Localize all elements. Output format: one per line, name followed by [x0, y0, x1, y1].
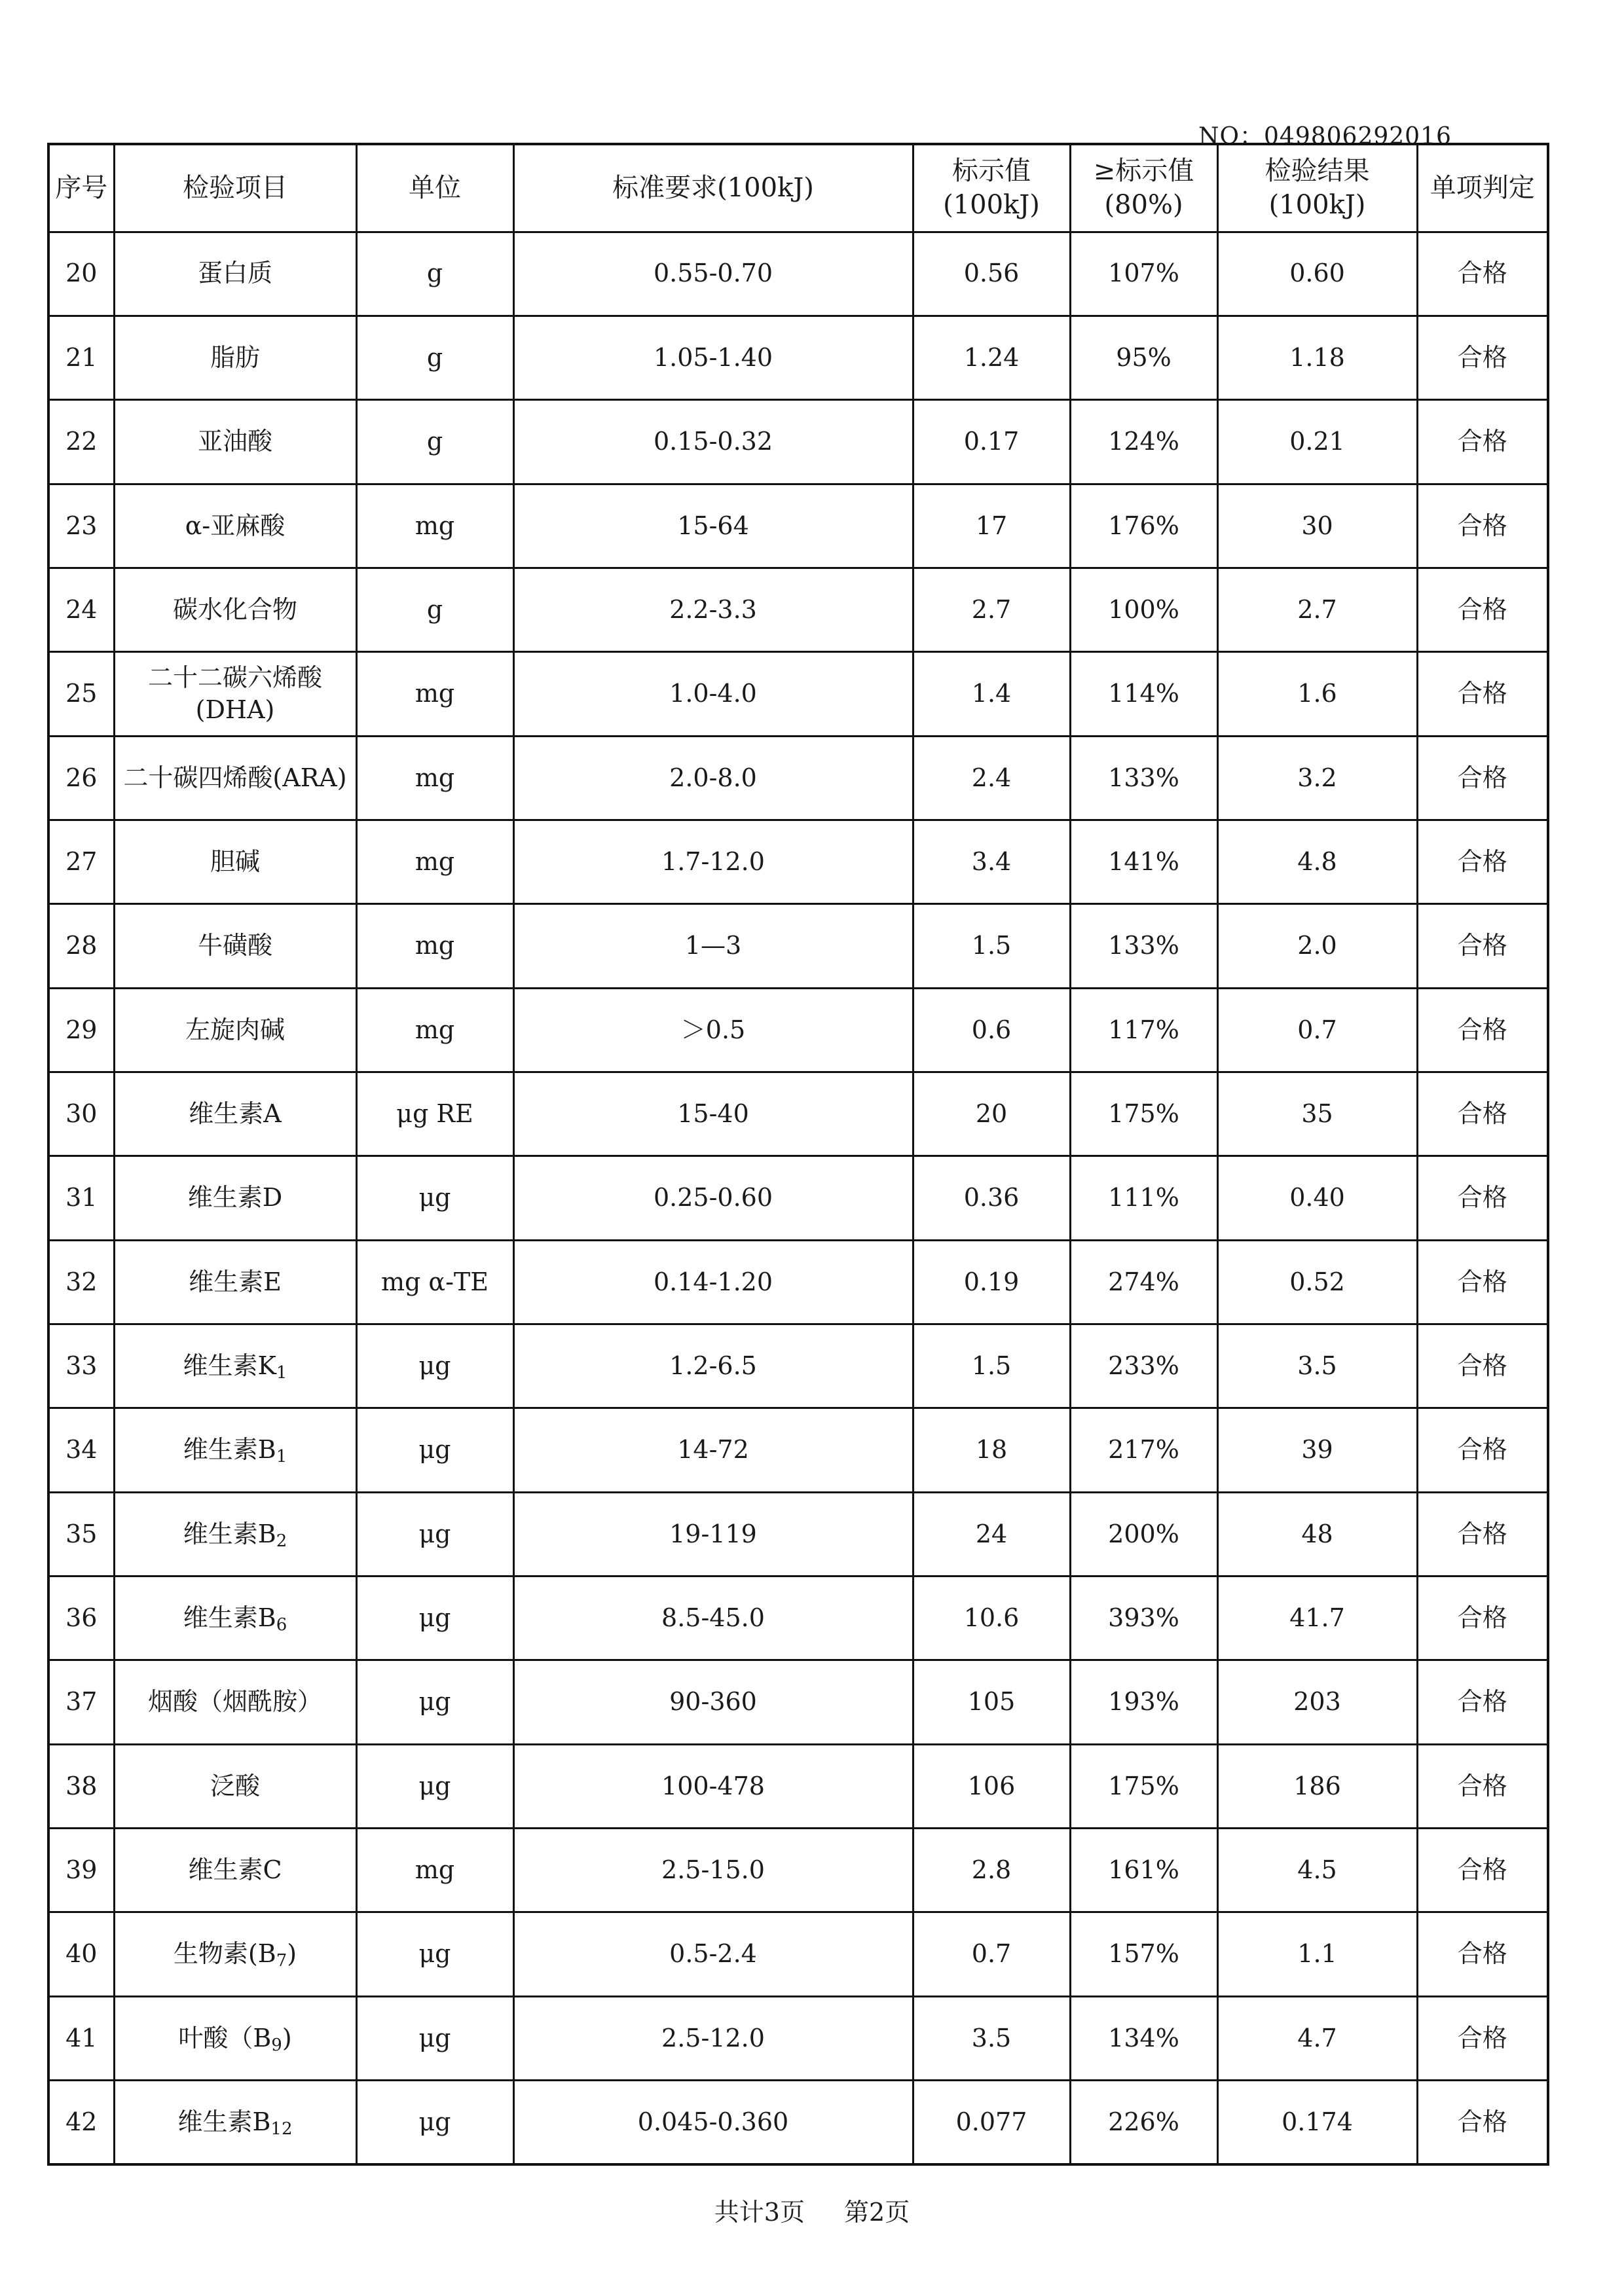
cell-percent: 175%: [1070, 1072, 1217, 1156]
cell-standard: 2.0-8.0: [513, 736, 913, 820]
cell-seq: 42: [48, 2081, 114, 2164]
cell-percent: 161%: [1070, 1829, 1217, 1912]
table-row: [48, 736, 1548, 820]
cell-seq: 29: [48, 988, 114, 1072]
item-name: 泛酸: [210, 1771, 260, 1800]
cell-standard: 0.14-1.20: [513, 1240, 913, 1324]
cell-seq: 33: [48, 1324, 114, 1408]
cell-seq: 24: [48, 568, 114, 651]
item-tail: ): [282, 2023, 292, 2052]
cell-labeled-value: 1.5: [913, 904, 1070, 988]
cell-unit: g: [356, 316, 513, 399]
cell-percent: 95%: [1070, 316, 1217, 399]
cell-verdict: 合格: [1417, 400, 1548, 484]
cell-percent: 141%: [1070, 820, 1217, 903]
cell-item: [114, 1156, 356, 1240]
item-name: 牛磺酸: [197, 931, 272, 960]
cell-item: [114, 1324, 356, 1408]
cell-percent: 274%: [1070, 1240, 1217, 1324]
cell-result: 0.21: [1217, 400, 1417, 484]
cell-item: [114, 1744, 356, 1828]
cell-item: [114, 316, 356, 399]
item-name: 维生素B: [183, 1519, 276, 1548]
cell-standard: ＞0.5: [513, 988, 913, 1072]
header-labeled-line1: 标示值: [952, 156, 1031, 187]
cell-result: 41.7: [1217, 1576, 1417, 1660]
table-row: [48, 904, 1548, 988]
cell-result: 186: [1217, 1744, 1417, 1828]
cell-result: 3.2: [1217, 736, 1417, 820]
cell-standard: 1—3: [513, 904, 913, 988]
cell-result: 1.18: [1217, 316, 1417, 399]
cell-item: [114, 400, 356, 484]
cell-verdict: 合格: [1417, 652, 1548, 736]
cell-verdict: 合格: [1417, 2081, 1548, 2164]
cell-verdict: 合格: [1417, 1744, 1548, 1828]
item-name: 二十二碳六烯酸: [147, 663, 322, 692]
cell-standard: 15-64: [513, 484, 913, 568]
cell-standard: 0.045-0.360: [513, 2081, 913, 2164]
cell-verdict: 合格: [1417, 820, 1548, 903]
cell-verdict: 合格: [1417, 568, 1548, 651]
cell-labeled-value: 0.17: [913, 400, 1070, 484]
cell-result: 2.0: [1217, 904, 1417, 988]
cell-seq: 23: [48, 484, 114, 568]
cell-standard: 100-478: [513, 1744, 913, 1828]
header-labeled-line2: (100kJ): [943, 190, 1040, 221]
cell-result: 4.8: [1217, 820, 1417, 903]
cell-labeled-value: 1.5: [913, 1324, 1070, 1408]
cell-labeled-value: 0.19: [913, 1240, 1070, 1324]
cell-percent: 124%: [1070, 400, 1217, 484]
item-subscript: 2: [276, 1531, 287, 1551]
cell-unit: mg: [356, 988, 513, 1072]
cell-seq: 20: [48, 232, 114, 316]
cell-labeled-value: 2.8: [913, 1829, 1070, 1912]
cell-labeled-value: 106: [913, 1744, 1070, 1828]
cell-labeled-value: 2.7: [913, 568, 1070, 651]
item-subscript: 12: [270, 2119, 293, 2139]
cell-verdict: 合格: [1417, 1492, 1548, 1576]
cell-labeled-value: 0.56: [913, 232, 1070, 316]
cell-seq: 34: [48, 1408, 114, 1492]
cell-result: 0.40: [1217, 1156, 1417, 1240]
cell-seq: 37: [48, 1660, 114, 1744]
item-name: 维生素B: [177, 2107, 271, 2136]
header-labeled-value: [913, 144, 1070, 232]
cell-percent: 200%: [1070, 1492, 1217, 1576]
header-unit: 单位: [356, 144, 513, 232]
header-standard: 标准要求(100kJ): [513, 144, 913, 232]
cell-unit: mg: [356, 904, 513, 988]
item-name: 二十碳四烯酸(ARA): [123, 763, 347, 792]
cell-labeled-value: 17: [913, 484, 1070, 568]
cell-labeled-value: 0.7: [913, 1912, 1070, 1996]
header-result-line1: 检验结果: [1264, 156, 1370, 187]
cell-labeled-value: 0.077: [913, 2081, 1070, 2164]
cell-seq: 36: [48, 1576, 114, 1660]
item-name: 亚油酸: [197, 427, 272, 456]
cell-item: [114, 1408, 356, 1492]
cell-percent: 100%: [1070, 568, 1217, 651]
cell-seq: 28: [48, 904, 114, 988]
table-row: [48, 1660, 1548, 1744]
item-name: 碳水化合物: [172, 594, 297, 624]
item-name: 维生素A: [189, 1099, 282, 1128]
item-name: 胆碱: [210, 847, 260, 876]
cell-seq: 40: [48, 1912, 114, 1996]
cell-percent: 176%: [1070, 484, 1217, 568]
table-row: [48, 1576, 1548, 1660]
cell-item: [114, 1072, 356, 1156]
cell-seq: 27: [48, 820, 114, 903]
item-name: 维生素E: [189, 1267, 282, 1296]
cell-percent: 133%: [1070, 904, 1217, 988]
table-row: [48, 1829, 1548, 1912]
item-name: 维生素K: [183, 1351, 276, 1380]
cell-unit: μg: [356, 1324, 513, 1408]
cell-percent: 111%: [1070, 1156, 1217, 1240]
table-row: [48, 1744, 1548, 1828]
footer-current-page: 第2页: [844, 2198, 910, 2227]
cell-verdict: 合格: [1417, 1240, 1548, 1324]
cell-result: 35: [1217, 1072, 1417, 1156]
item-name: 维生素C: [188, 1855, 282, 1884]
cell-labeled-value: 105: [913, 1660, 1070, 1744]
header-result: [1217, 144, 1417, 232]
cell-standard: 0.55-0.70: [513, 232, 913, 316]
item-name: α-亚麻酸: [185, 511, 286, 540]
cell-item: [114, 1912, 356, 1996]
cell-seq: 30: [48, 1072, 114, 1156]
table-row: [48, 1912, 1548, 1996]
table-row: [48, 232, 1548, 316]
item-name: 叶酸（B: [178, 2023, 272, 2052]
cell-item: [114, 904, 356, 988]
cell-verdict: 合格: [1417, 1324, 1548, 1408]
cell-standard: 1.05-1.40: [513, 316, 913, 399]
table-row: [48, 484, 1548, 568]
cell-labeled-value: 1.24: [913, 316, 1070, 399]
table-row: [48, 1156, 1548, 1240]
cell-standard: 0.5-2.4: [513, 1912, 913, 1996]
cell-percent: 133%: [1070, 736, 1217, 820]
cell-seq: 22: [48, 400, 114, 484]
cell-verdict: 合格: [1417, 904, 1548, 988]
cell-item: [114, 736, 356, 820]
cell-seq: 31: [48, 1156, 114, 1240]
cell-standard: 90-360: [513, 1660, 913, 1744]
table-row: [48, 652, 1548, 736]
cell-labeled-value: 1.4: [913, 652, 1070, 736]
cell-labeled-value: 20: [913, 1072, 1070, 1156]
cell-labeled-value: 18: [913, 1408, 1070, 1492]
cell-seq: 21: [48, 316, 114, 399]
cell-labeled-value: 10.6: [913, 1576, 1070, 1660]
cell-item: [114, 1240, 356, 1324]
cell-unit: mg: [356, 736, 513, 820]
table-row: [48, 568, 1548, 651]
item-subscript: 9: [271, 2035, 282, 2055]
cell-unit: μg: [356, 2081, 513, 2164]
table-row: [48, 2081, 1548, 2164]
cell-seq: 32: [48, 1240, 114, 1324]
item-subscript: 1: [276, 1362, 287, 1383]
header-percent: [1070, 144, 1217, 232]
cell-result: 203: [1217, 1660, 1417, 1744]
cell-standard: 15-40: [513, 1072, 913, 1156]
cell-labeled-value: 0.6: [913, 988, 1070, 1072]
cell-item: [114, 568, 356, 651]
cell-result: 0.52: [1217, 1240, 1417, 1324]
cell-standard: 2.5-15.0: [513, 1829, 913, 1912]
cell-result: 3.5: [1217, 1324, 1417, 1408]
cell-seq: 35: [48, 1492, 114, 1576]
cell-verdict: 合格: [1417, 484, 1548, 568]
cell-item: [114, 232, 356, 316]
table-row: [48, 400, 1548, 484]
cell-percent: 114%: [1070, 652, 1217, 736]
cell-verdict: 合格: [1417, 1156, 1548, 1240]
cell-standard: 1.7-12.0: [513, 820, 913, 903]
cell-item: [114, 2081, 356, 2164]
cell-unit: mg α-TE: [356, 1240, 513, 1324]
cell-percent: 117%: [1070, 988, 1217, 1072]
cell-result: 4.7: [1217, 1996, 1417, 2080]
table-row: [48, 1072, 1548, 1156]
cell-result: 0.7: [1217, 988, 1417, 1072]
cell-unit: mg: [356, 484, 513, 568]
page-footer: [0, 2192, 1624, 2228]
cell-unit: μg: [356, 1660, 513, 1744]
cell-item: [114, 1576, 356, 1660]
item-name: 烟酸（烟酰胺）: [147, 1687, 322, 1717]
cell-unit: μg RE: [356, 1072, 513, 1156]
footer-total-pages: 共计3页: [714, 2198, 805, 2227]
cell-standard: 0.15-0.32: [513, 400, 913, 484]
cell-result: 39: [1217, 1408, 1417, 1492]
cell-result: 1.6: [1217, 652, 1417, 736]
cell-labeled-value: 0.36: [913, 1156, 1070, 1240]
cell-seq: 26: [48, 736, 114, 820]
cell-result: 30: [1217, 484, 1417, 568]
report-number: NO：049806292016: [1198, 123, 1452, 150]
cell-unit: g: [356, 400, 513, 484]
cell-standard: 1.0-4.0: [513, 652, 913, 736]
table-row: [48, 1408, 1548, 1492]
header-percent-line2: (80%): [1104, 190, 1183, 221]
item-subscript: 6: [276, 1614, 287, 1635]
cell-unit: mg: [356, 820, 513, 903]
item-name: 蛋白质: [197, 259, 272, 288]
item-tail: ): [287, 1939, 297, 1969]
cell-unit: μg: [356, 1408, 513, 1492]
cell-verdict: 合格: [1417, 1576, 1548, 1660]
table-row: [48, 988, 1548, 1072]
item-name: 维生素D: [187, 1183, 283, 1212]
cell-seq: 38: [48, 1744, 114, 1828]
header-seq: 序号: [48, 144, 114, 232]
cell-verdict: 合格: [1417, 736, 1548, 820]
header-result-line2: (100kJ): [1268, 190, 1366, 221]
cell-unit: g: [356, 568, 513, 651]
cell-seq: 41: [48, 1996, 114, 2080]
table-row: [48, 1996, 1548, 2080]
item-name: 脂肪: [210, 342, 260, 372]
cell-unit: μg: [356, 1576, 513, 1660]
cell-seq: 25: [48, 652, 114, 736]
cell-standard: 14-72: [513, 1408, 913, 1492]
cell-percent: 175%: [1070, 1744, 1217, 1828]
cell-item: [114, 484, 356, 568]
cell-verdict: 合格: [1417, 316, 1548, 399]
table-row: [48, 316, 1548, 399]
cell-standard: 1.2-6.5: [513, 1324, 913, 1408]
cell-percent: 193%: [1070, 1660, 1217, 1744]
cell-seq: 39: [48, 1829, 114, 1912]
cell-result: 0.60: [1217, 232, 1417, 316]
cell-verdict: 合格: [1417, 1996, 1548, 2080]
item-subscript: 1: [276, 1447, 287, 1467]
cell-item: [114, 1660, 356, 1744]
table-header-row: [48, 144, 1548, 232]
cell-verdict: 合格: [1417, 1912, 1548, 1996]
cell-item: [114, 1996, 356, 2080]
cell-verdict: 合格: [1417, 1660, 1548, 1744]
table-row: [48, 820, 1548, 903]
header-verdict: 单项判定: [1417, 144, 1548, 232]
cell-item: [114, 652, 356, 736]
cell-percent: 157%: [1070, 1912, 1217, 1996]
cell-result: 48: [1217, 1492, 1417, 1576]
cell-labeled-value: 3.4: [913, 820, 1070, 903]
cell-verdict: 合格: [1417, 988, 1548, 1072]
table-row: [48, 1324, 1548, 1408]
cell-percent: 107%: [1070, 232, 1217, 316]
table-row: [48, 1492, 1548, 1576]
cell-standard: 2.5-12.0: [513, 1996, 913, 2080]
cell-unit: μg: [356, 1912, 513, 1996]
cell-item: [114, 1492, 356, 1576]
cell-labeled-value: 2.4: [913, 736, 1070, 820]
cell-verdict: 合格: [1417, 1829, 1548, 1912]
cell-unit: μg: [356, 1492, 513, 1576]
cell-verdict: 合格: [1417, 232, 1548, 316]
cell-percent: 134%: [1070, 1996, 1217, 2080]
header-percent-line1: ≥标示值: [1093, 156, 1194, 187]
item-name: 生物素(B: [173, 1939, 276, 1969]
item-name: 维生素B: [183, 1603, 276, 1632]
item-name: 维生素B: [183, 1435, 276, 1465]
cell-labeled-value: 24: [913, 1492, 1070, 1576]
cell-item: [114, 820, 356, 903]
cell-item: [114, 1829, 356, 1912]
cell-result: 0.174: [1217, 2081, 1417, 2164]
cell-percent: 233%: [1070, 1324, 1217, 1408]
cell-standard: 2.2-3.3: [513, 568, 913, 651]
cell-standard: 8.5-45.0: [513, 1576, 913, 1660]
header-item: 检验项目: [114, 144, 356, 232]
cell-verdict: 合格: [1417, 1072, 1548, 1156]
cell-standard: 0.25-0.60: [513, 1156, 913, 1240]
cell-percent: 226%: [1070, 2081, 1217, 2164]
table-row: [48, 1240, 1548, 1324]
cell-unit: g: [356, 232, 513, 316]
item-name: 左旋肉碱: [185, 1015, 285, 1044]
cell-unit: μg: [356, 1996, 513, 2080]
cell-percent: 217%: [1070, 1408, 1217, 1492]
cell-unit: mg: [356, 652, 513, 736]
cell-result: 4.5: [1217, 1829, 1417, 1912]
cell-unit: mg: [356, 1829, 513, 1912]
item-name-line2: (DHA): [195, 695, 275, 724]
cell-labeled-value: 3.5: [913, 1996, 1070, 2080]
cell-unit: μg: [356, 1744, 513, 1828]
cell-standard: 19-119: [513, 1492, 913, 1576]
test-results-table: [47, 143, 1549, 2166]
cell-item: [114, 988, 356, 1072]
item-subscript: 7: [276, 1951, 287, 1971]
cell-percent: 393%: [1070, 1576, 1217, 1660]
cell-result: 2.7: [1217, 568, 1417, 651]
cell-verdict: 合格: [1417, 1408, 1548, 1492]
cell-result: 1.1: [1217, 1912, 1417, 1996]
cell-unit: μg: [356, 1156, 513, 1240]
